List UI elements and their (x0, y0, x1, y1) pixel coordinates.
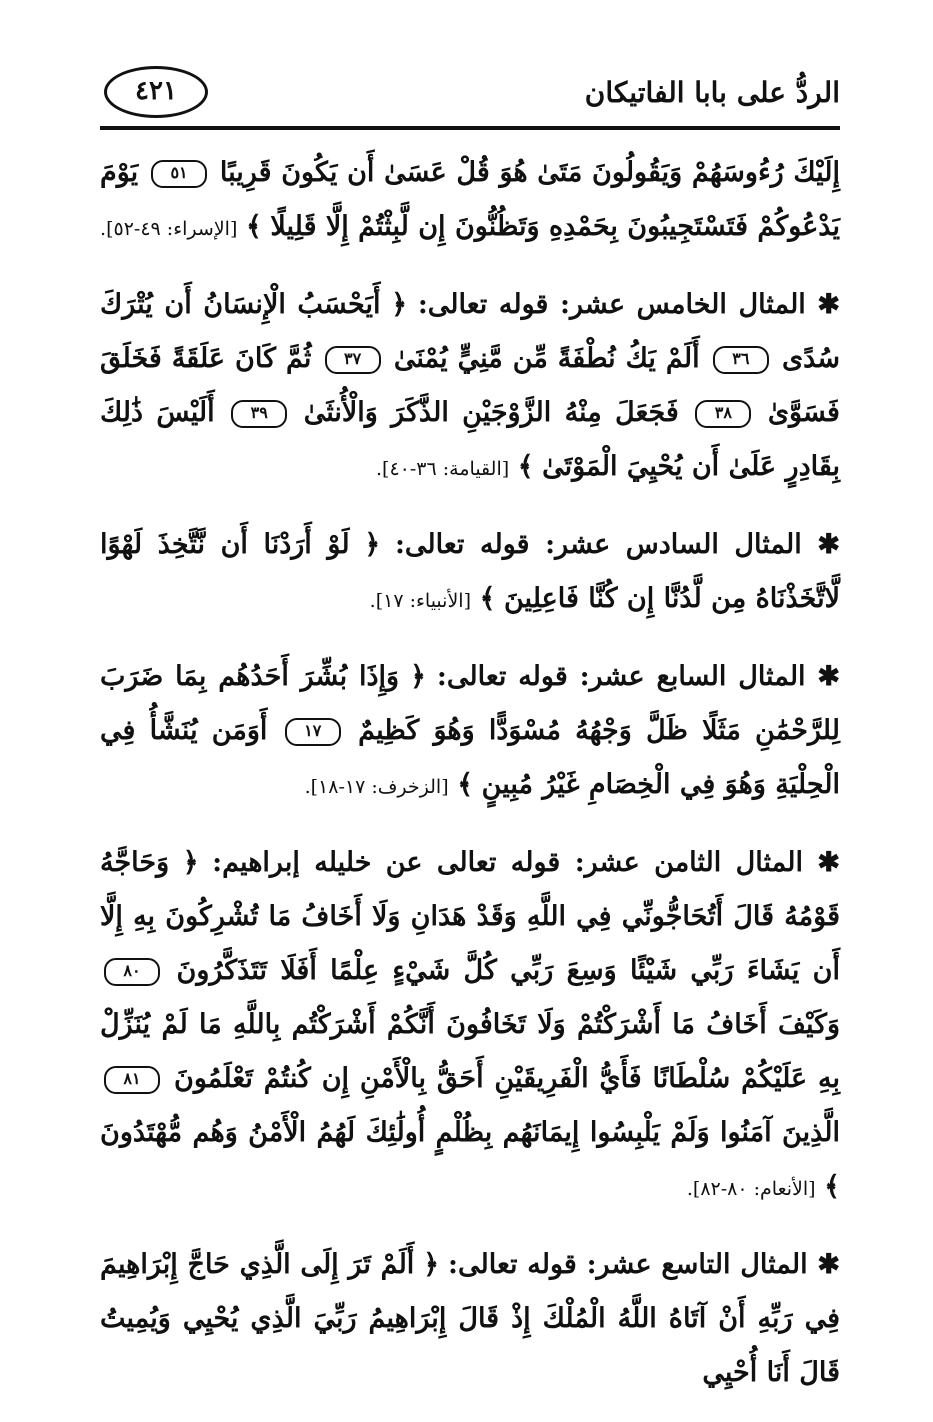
ornate-open-bracket: ﴿ (391, 289, 408, 320)
ayah-number-marker: ٨١ (104, 1066, 160, 1094)
quran-verse: أَوَمَن يُنَشَّأُ فِي الْحِلْيَةِ وَهُوَ فِي الْخِصَامِ غَيْرُ مُبِينٍ (100, 715, 840, 800)
quran-verse: ثُمَّ كَانَ عَلَقَةً فَخَلَقَ فَسَوَّىٰ (100, 343, 840, 428)
paragraph (100, 146, 840, 256)
quran-verse: يَوْمَ يَدْعُوكُمْ فَتَسْتَجِيبُونَ بِحَمْدِهِ وَتَظُنُّونَ إِن لَّبِثْتُمْ إِلَّا قَلِيلًا (100, 157, 840, 242)
ornate-close-bracket: ﴾ (517, 451, 534, 482)
example-heading: المثال التاسع عشر: قوله تعالى: (448, 1249, 808, 1280)
page-body (100, 146, 840, 1400)
book-page (100, 62, 840, 1422)
quran-verse: وَإِذَا بُشِّرَ أَحَدُهُم بِمَا ضَرَبَ لِلرَّحْمَٰنِ مَثَلًا ظَلَّ وَجْهُهُ مُسْوَدًّا وَهُوَ كَظِيمٌ (100, 661, 840, 746)
bullet-star-icon: ✱ (802, 847, 840, 878)
page-number-badge: ٤٢١ (104, 66, 208, 118)
ornate-open-bracket: ﴿ (364, 529, 381, 560)
example-heading: المثال السادس عشر: قوله تعالى: (394, 529, 802, 560)
ayah-number-marker: ٣٧ (325, 346, 381, 374)
verse-reference: [الزخرف: ١٧-١٨]. (304, 776, 449, 798)
ornate-close-bracket: ﴾ (479, 583, 496, 614)
paragraph (100, 278, 840, 496)
ornate-open-bracket: ﴿ (423, 1249, 440, 1280)
ornate-open-bracket: ﴿ (410, 661, 426, 692)
ornate-open-bracket: ﴿ (182, 847, 199, 878)
ayah-number-marker: ٨٠ (104, 958, 160, 986)
ayah-number-marker: ٣٦ (713, 346, 769, 374)
bullet-star-icon: ✱ (805, 661, 841, 692)
paragraph (100, 836, 840, 1216)
verse-reference: [الأنبياء: ١٧]. (369, 590, 471, 612)
paragraph (100, 650, 840, 814)
page-header (100, 62, 840, 130)
quran-verse: وَحَاجَّهُ قَوْمُهُ قَالَ أَتُحَاجُّونِّي فِي اللَّهِ وَقَدْ هَدَانِ وَلَا أَخَافُ مَا تُشْرِكُونَ بِهِ إِلَّا أَن يَشَاءَ رَبِّي شَيْئًا وَسِعَ رَبِّي كُلَّ شَيْءٍ عِلْمًا أَفَلَا تَتَذَكَّرُونَ (100, 847, 841, 986)
quran-verse: لَوْ أَرَدْنَا أَن نَّتَّخِذَ لَهْوًا لَّاتَّخَذْنَاهُ مِن لَّدُنَّا إِن كُنَّا فَاعِلِينَ (100, 529, 840, 614)
ornate-close-bracket: ﴾ (824, 1171, 840, 1202)
bullet-star-icon: ✱ (807, 1249, 840, 1280)
quran-verse: أَلَمْ يَكُ نُطْفَةً مِّن مَّنِيٍّ يُمْنَىٰ (393, 343, 700, 374)
quran-verse: وَكَيْفَ أَخَافُ مَا أَشْرَكْتُمْ وَلَا تَخَافُونَ أَنَّكُمْ أَشْرَكْتُم بِاللَّهِ مَا لَمْ يُنَزِّلْ بِهِ عَلَيْكُمْ سُلْطَانًا فَأَيُّ الْفَرِيقَيْنِ أَحَقُّ بِالْأَمْنِ إِن كُنتُمْ تَعْلَمُونَ (100, 1009, 840, 1094)
quran-verse: إِلَيْكَ رُءُوسَهُمْ وَيَقُولُونَ مَتَىٰ هُوَ قُلْ عَسَىٰ أَن يَكُونَ قَرِيبًا (219, 157, 840, 188)
example-heading: المثال الخامس عشر: قوله تعالى: (417, 289, 806, 320)
paragraph (100, 518, 840, 628)
quran-verse: أَلَمْ تَرَ إِلَى الَّذِي حَاجَّ إِبْرَاهِيمَ فِي رَبِّهِ أَنْ آتَاهُ اللَّهُ الْمُلْكَ إِذْ قَالَ إِبْرَاهِيمُ رَبِّيَ الَّذِي يُحْيِي وَيُمِيتُ قَالَ أَنَا أُحْيِي (100, 1249, 840, 1388)
quran-verse: الَّذِينَ آمَنُوا وَلَمْ يَلْبِسُوا إِيمَانَهُم بِظُلْمٍ أُولَٰئِكَ لَهُمُ الْأَمْنُ وَهُم مُّهْتَدُونَ (100, 1117, 840, 1148)
ornate-close-bracket: ﴾ (457, 769, 474, 800)
ayah-number-marker: ٣٩ (231, 400, 287, 428)
bullet-star-icon: ✱ (805, 289, 840, 320)
ornate-close-bracket: ﴾ (245, 211, 262, 242)
verse-reference: [القيامة: ٣٦-٤٠]. (376, 458, 510, 480)
example-heading: المثال السابع عشر: قوله تعالى: (436, 661, 806, 692)
ayah-number-marker: ٣٨ (695, 400, 751, 428)
ayah-number-marker: ١٧ (285, 718, 341, 746)
bullet-star-icon: ✱ (801, 529, 840, 560)
quran-verse: أَيَحْسَبُ الْإِنسَانُ أَن يُتْرَكَ سُدًى (100, 289, 840, 374)
ayah-number-marker: ٥١ (151, 160, 207, 188)
quran-verse: أَلَيْسَ ذَٰلِكَ بِقَادِرٍ عَلَىٰ أَن يُحْيِيَ الْمَوْتَىٰ (100, 397, 840, 482)
running-title: الردُّ على بابا الفاتيكان (584, 76, 840, 109)
verse-reference: [الأنعام: ٨٠-٨٢]. (686, 1178, 816, 1200)
example-heading: المثال الثامن عشر: قوله تعالى عن خليله إبراهيم: (212, 847, 803, 878)
quran-verse: فَجَعَلَ مِنْهُ الزَّوْجَيْنِ الذَّكَرَ وَالْأُنثَىٰ (303, 397, 679, 428)
paragraph (100, 1238, 840, 1400)
verse-reference: [الإسراء: ٤٩-٥٢]. (100, 218, 238, 240)
